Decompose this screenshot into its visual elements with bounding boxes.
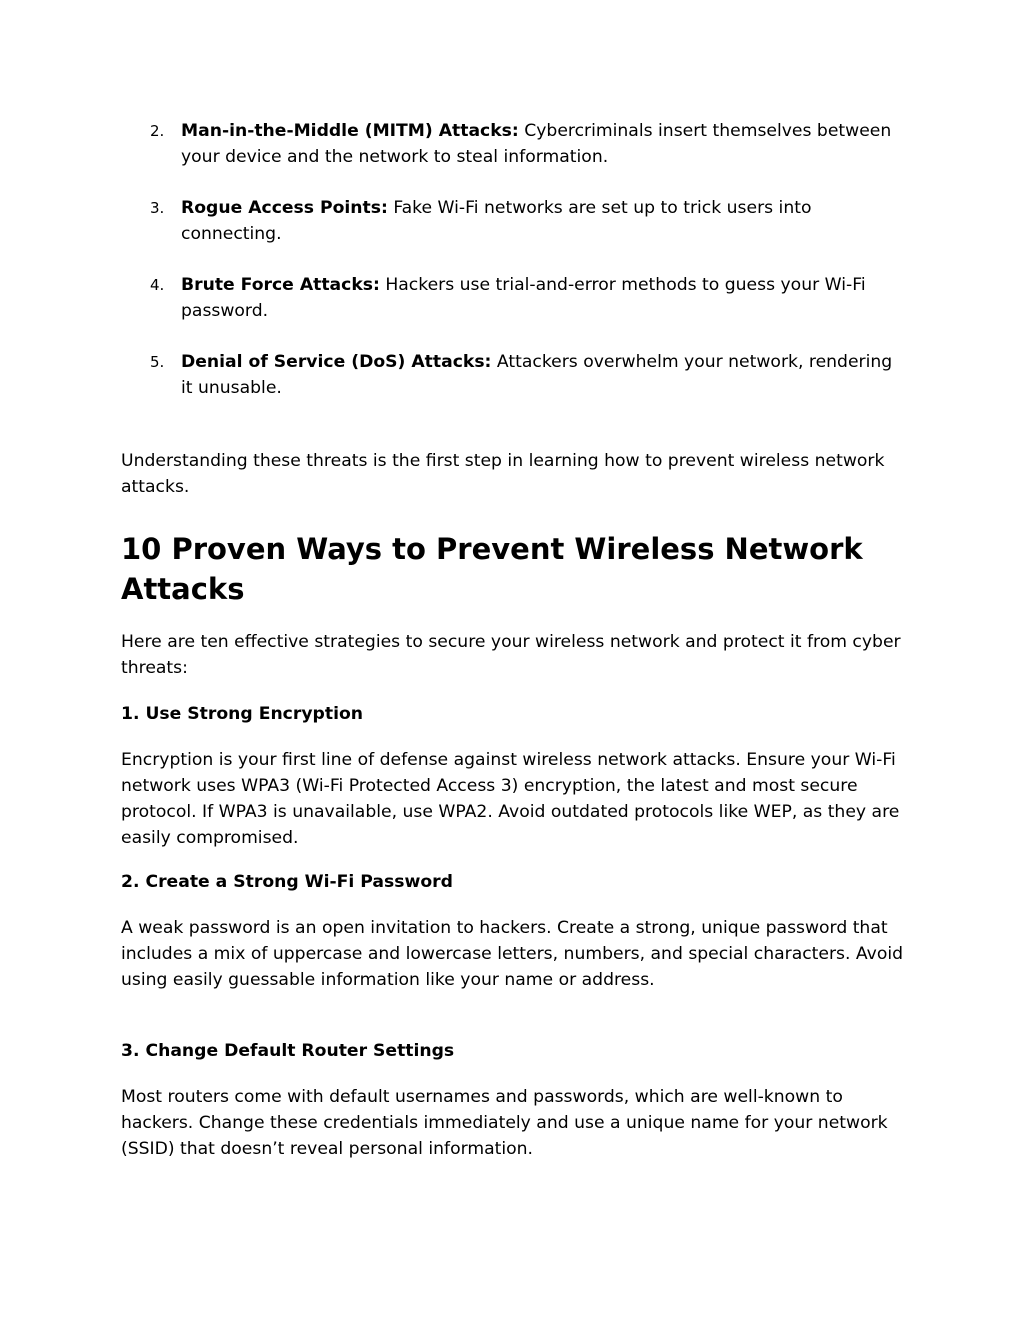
intro-paragraph: Here are ten effective strategies to secure your wireless network and protect it from cyber threats: <box>121 632 901 678</box>
strategy-body: Most routers come with default usernames and passwords, which are well-known to hackers. Change these credentials immediately and use a unique name for your network (SSID) that doesn’t reveal personal information. <box>121 1087 888 1159</box>
list-item-number: 5. <box>150 353 165 371</box>
strategy-heading: 2. Create a Strong Wi-Fi Password <box>121 872 453 892</box>
strategy-body: A weak password is an open invitation to hackers. Create a strong, unique password that includes a mix of uppercase and lowercase letters, numbers, and special characters. Avoid using easily guessable information like your name or address. <box>121 918 904 990</box>
understanding-paragraph: Understanding these threats is the first step in learning how to prevent wireless network attacks. <box>121 451 885 497</box>
list-item-text: Hackers use trial-and-error methods to guess your Wi-Fi password. <box>181 275 866 321</box>
list-item-term: Brute Force Attacks: <box>181 275 380 295</box>
list-item-text: Cybercriminals insert themselves between your device and the network to steal information. <box>181 121 892 167</box>
list-item <box>121 349 906 401</box>
list-item <box>121 118 906 170</box>
strategy-heading: 3. Change Default Router Settings <box>121 1041 455 1061</box>
list-item <box>121 195 906 247</box>
list-item-term: Rogue Access Points: <box>181 198 388 218</box>
list-item-number: 4. <box>150 276 165 294</box>
threats-list <box>121 118 906 426</box>
list-item-text: Fake Wi-Fi networks are set up to trick users into connecting. <box>181 198 812 244</box>
list-item <box>121 272 906 324</box>
section-heading: 10 Proven Ways to Prevent Wireless Network Attacks <box>121 532 863 606</box>
strategy-body: Encryption is your first line of defense against wireless network attacks. Ensure your Wi-Fi network uses WPA3 (Wi-Fi Protected Access 3) encryption, the latest and most secure protocol. If WPA3 is unavailable, use WPA2. Avoid outdated protocols like WEP, as they are easily compromised. <box>121 750 900 848</box>
list-item-number: 2. <box>150 122 165 140</box>
strategy-heading: 1. Use Strong Encryption <box>121 704 364 724</box>
list-item-number: 3. <box>150 199 165 217</box>
list-item-term: Man-in-the-Middle (MITM) Attacks: <box>181 121 519 141</box>
list-item-term: Denial of Service (DoS) Attacks: <box>181 352 492 372</box>
list-item-text: Attackers overwhelm your network, rendering it unusable. <box>181 352 893 398</box>
